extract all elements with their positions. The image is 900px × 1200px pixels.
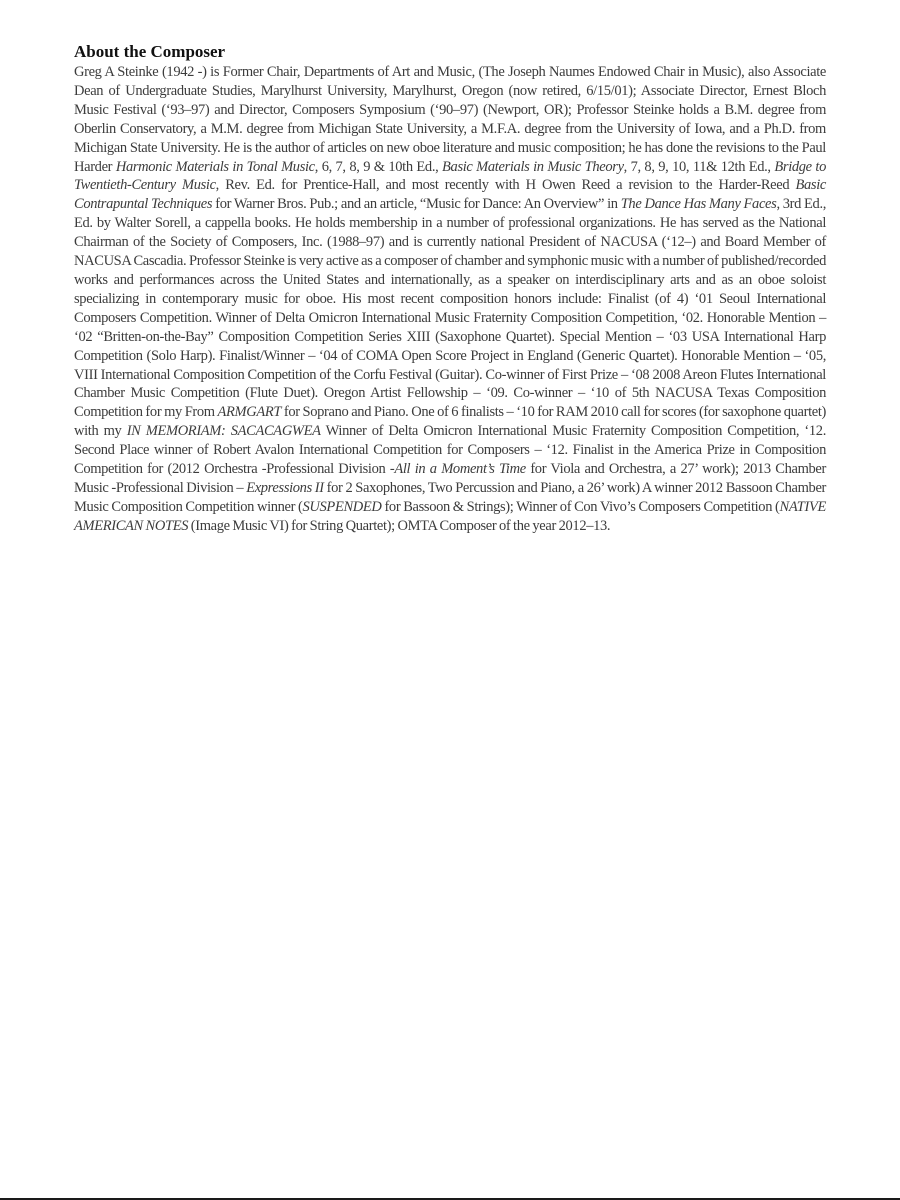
book-title: Basic Materials in Music Theory [442,158,624,175]
work-title: All in a Moment’s Time [394,461,526,478]
bio-text: , 7, 8, 9, 10, 11& 12th Ed., [623,158,775,175]
work-title: NATIVE AMERICAN NOTES [74,498,826,534]
book-title: The Dance Has Many Faces [620,196,777,213]
bio-text: for Viola and Orchestra, a 27’ work); 2013 Chamber Music -Professional Division – [74,461,827,496]
bio-text: , 6, 7, 8, 9 & 10th Ed., [314,158,443,175]
book-title: Bridge to Twentieth-Century Music [74,158,826,194]
book-title: Harmonic Materials in Tonal Music [115,158,315,175]
composer-biography [74,63,826,536]
work-title: Expressions II [246,479,324,496]
work-title: IN MEMORIAM: SACACAGWEA [126,423,321,440]
bio-text: (Image Music VI) for String Quartet); OMTA Composer of the year 2012–13. [188,517,611,534]
bio-text: Greg A Steinke (1942 -) is Former Chair, Departments of Art and Music, (The Joseph Naumes Endowed Chair in Music), also Associate Dean of Undergraduate Studies, Marylhurst University, Marylhurst, Oregon (now retired, 6/15/01); Associate Director, Ernest Bloch Music Festival (‘93–97) and Director, Composers Symposium (‘90–97) (Newport, OR); Professor Steinke holds a B.M. degree from Oberlin Conservatory, a M.M. degree from Michigan State University, a M.F.A. degree from the University of Iowa, and a Ph.D. from Michigan State University. He is the author of articles on new oboe literature and music composition; he has done the revisions to the Paul Harder [74,64,826,175]
bio-text: , Rev. Ed. for Prentice-Hall, and most recently with H Owen Reed a revision to the Harder-Reed [215,177,796,194]
section-heading: About the Composer [74,42,226,61]
bio-text: , 3rd Ed., Ed. by Walter Sorell, a cappella books. He holds membership in a number of professional organizations. He has served as the National Chairman of the Society of Composers, Inc. (1988–97) and is currently national President of NACUSA (‘12–) and Board Member of NACUSA Cascadia. Professor Steinke is very active as a composer of chamber and symphonic music with a number of published/recorded works and performances across the United States and internationally, as a speaker on interdisciplinary arts and as an oboe soloist specializing in contemporary music for oboe. His most recent composition honors include: Finalist (of 4) ‘01 Seoul International Composers Competition. Winner of Delta Omicron International Music Fraternity Composition Competition, ‘02. Honorable Mention – ‘02 “Britten-on-the-Bay” Composition Competition Series XIII (Saxophone Quartet). Special Mention – ‘03 USA International Harp Competition (Solo Harp). Finalist/Winner – ‘04 of COMA Open Score Project in England (Generic Quartet). Honorable Mention – ‘05, VIII International Composition Competition of the Corfu Festival (Guitar). Co-winner of First Prize – ‘08 2008 Areon Flutes International Chamber Music Competition (Flute Duet). Oregon Artist Fellowship – ‘09. Co-winner – ‘10 of 5th NACUSA Texas Composition Competition for my From [74,196,827,421]
bio-text: for Soprano and Piano. One of 6 finalists – ‘10 for RAM 2010 call for scores (for saxophone quartet) with my [74,404,827,440]
bio-text: for Bassoon & Strings); Winner of Con Vivo’s Composers Competition ( [381,498,780,515]
bio-text: Winner of Delta Omicron International Music Fraternity Composition Competition, ‘12. Second Place winner of Robert Avalon International Competition for Composers – ‘12. Finalist in the America Prize in Composition Competition for (2012 Orchestra -Professional Division - [74,423,826,478]
book-title: Basic Contrapuntal Techniques [74,177,826,213]
bio-text: for 2 Saxophones, Two Percussion and Piano, a 26’ work) A winner 2012 Bassoon Chamber Music Composition Competition winner ( [74,479,827,515]
work-title: SUSPENDED [302,498,382,515]
work-title: ARMGART [217,404,282,421]
bio-text: for Warner Bros. Pub.; and an article, “Music for Dance: An Overview” in [212,196,621,213]
